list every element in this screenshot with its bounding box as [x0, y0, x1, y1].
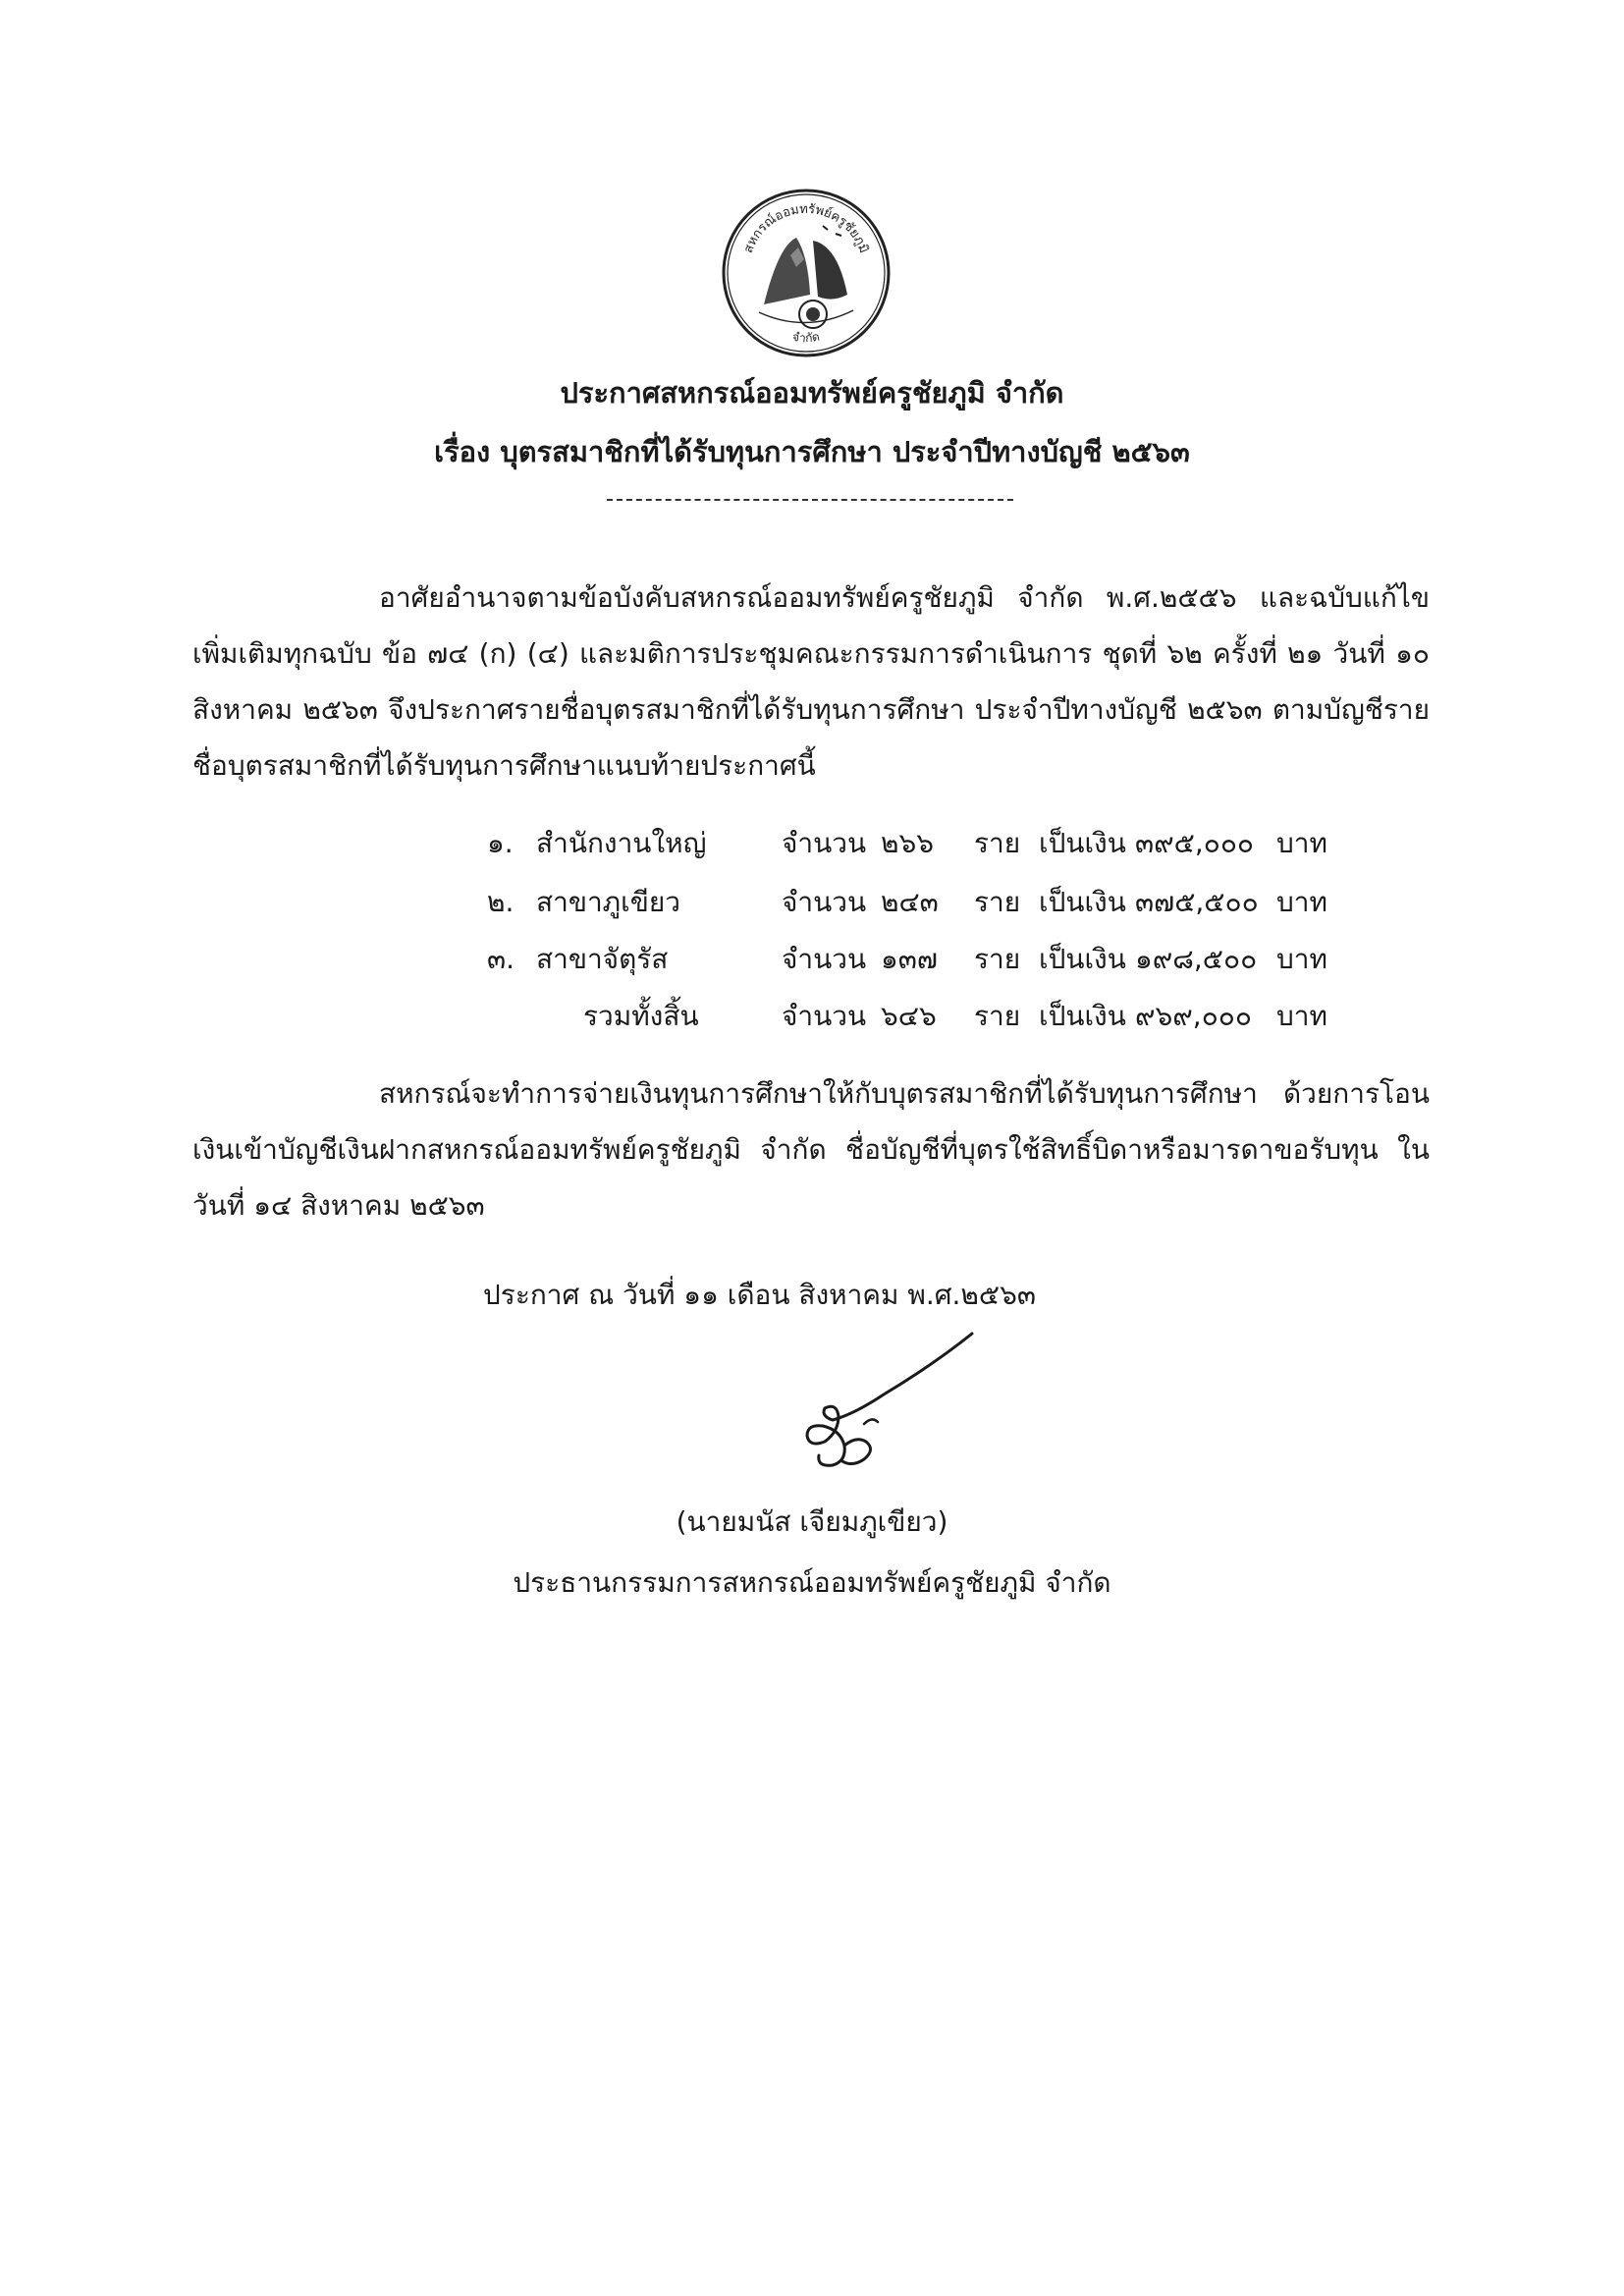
- money-amount: ๑๙๘,๕๐๐: [1135, 943, 1258, 975]
- count-label: จำนวน: [782, 1000, 867, 1032]
- document-subject: เรื่อง บุตรสมาชิกที่ได้รับทุนการศึกษา ประจำปีทางบัญชี ๒๕๖๓: [434, 435, 1190, 468]
- row-number: ๑.: [487, 827, 514, 859]
- document-title: ประกาศสหกรณ์ออมทรัพย์ครูชัยภูมิ จำกัด: [560, 376, 1064, 410]
- unit-label: ราย: [974, 886, 1021, 918]
- money-amount: ๓๗๕,๕๐๐: [1135, 886, 1259, 918]
- money-label: เป็นเงิน: [1039, 827, 1126, 859]
- money-label: เป็นเงิน: [1039, 886, 1126, 918]
- cooperative-seal-logo: [720, 187, 893, 359]
- count-label: จำนวน: [782, 943, 867, 975]
- body-paragraph-1: [192, 570, 1430, 793]
- svg-text:จำกัด: [791, 330, 821, 346]
- body-paragraph-2: [192, 1066, 1430, 1233]
- count-label: จำนวน: [782, 827, 867, 859]
- row-number: ๒.: [487, 886, 514, 918]
- seal-text-top: สหกรณ์ออมทรัพย์ครูชัยภูมิ: [740, 201, 872, 255]
- seal-text-bottom: จำกัด: [791, 329, 821, 346]
- currency-label: บาท: [1276, 943, 1327, 975]
- unit-label: ราย: [974, 943, 1021, 975]
- title-divider: [607, 499, 1013, 501]
- money-amount: ๓๙๕,๐๐๐: [1135, 827, 1255, 859]
- body-paragraph-2-text: สหกรณ์จะทำการจ่ายเงินทุนการศึกษาให้กับบุตรสมาชิกที่ได้รับทุนการศึกษา ด้วยการโอนเงินเข้าบัญชีเงินฝากสหกรณ์ออมทรัพย์ครูชัยภูมิ จำกัด ชื่อบัญชีที่บุตรใช้สิทธิ์บิดาหรือมารดาขอรับทุน ในวันที่ ๑๔ สิงหาคม ๒๕๖๓: [192, 1077, 1430, 1222]
- total-count: ๖๔๖: [881, 1000, 937, 1032]
- allocation-row: [0, 935, 1624, 984]
- allocation-total-row: [0, 992, 1624, 1041]
- unit-label: ราย: [974, 827, 1021, 859]
- allocation-row: [0, 819, 1624, 868]
- member-count: ๑๓๗: [881, 943, 938, 975]
- branch-name: สำนักงานใหญ่: [536, 827, 707, 859]
- branch-name: สาขาภูเขียว: [536, 886, 680, 918]
- announcement-date: ประกาศ ณ วันที่ ๑๑ เดือน สิงหาคม พ.ศ.๒๕๖๓: [483, 1279, 1036, 1311]
- money-label: เป็นเงิน: [1039, 943, 1126, 975]
- currency-label: บาท: [1276, 886, 1327, 918]
- unit-label: ราย: [974, 1000, 1021, 1032]
- body-paragraph-1-text: อาศัยอำนาจตามข้อบังคับสหกรณ์ออมทรัพย์ครูชัยภูมิ จำกัด พ.ศ.๒๕๕๖ และฉบับแก้ไขเพิ่มเติมทุกฉบับ ข้อ ๗๔ (ก) (๔) และมติการประชุมคณะกรรมการดำเนินการ ชุดที่ ๖๒ ครั้งที่ ๒๑ วันที่ ๑๐ สิงหาคม ๒๕๖๓ จึงประกาศรายชื่อบุตรสมาชิกที่ได้รับทุนการศึกษา ประจำปีทางบัญชี ๒๕๖๓ ตามบัญชีรายชื่อบุตรสมาชิกที่ได้รับทุนการศึกษาแนบท้ายประกาศนี้: [192, 581, 1430, 782]
- member-count: ๒๖๖: [881, 827, 935, 859]
- total-label: รวมทั้งสิ้น: [583, 1000, 699, 1032]
- currency-label: บาท: [1276, 1000, 1327, 1032]
- signer-title: ประธานกรรมการสหกรณ์ออมทรัพย์ครูชัยภูมิ จำกัด: [513, 1566, 1111, 1599]
- currency-label: บาท: [1276, 827, 1327, 859]
- branch-name: สาขาจัตุรัส: [536, 943, 669, 975]
- row-number: ๓.: [487, 943, 515, 975]
- signer-name: (นายมนัส เจียมภูเขียว): [676, 1505, 948, 1538]
- count-label: จำนวน: [782, 886, 867, 918]
- money-label: เป็นเงิน: [1039, 1000, 1126, 1032]
- total-amount: ๙๖๙,๐๐๐: [1135, 1000, 1252, 1032]
- member-count: ๒๔๓: [881, 886, 939, 918]
- handwritten-signature: [746, 1326, 982, 1503]
- svg-text:สหกรณ์ออมทรัพย์ครูชัยภูมิ: [741, 202, 871, 255]
- allocation-row: [0, 878, 1624, 927]
